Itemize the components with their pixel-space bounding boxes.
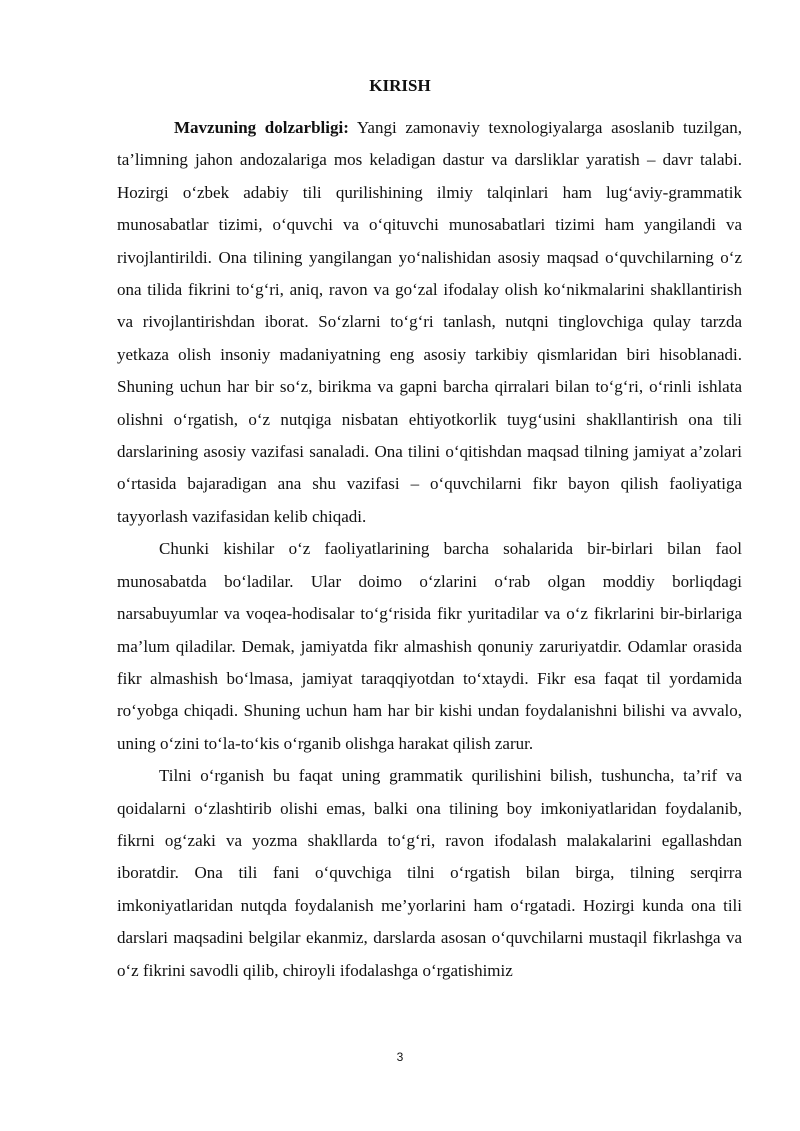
paragraph-lead: Mavzuning dolzarbligi:	[174, 118, 349, 137]
paragraph-3: Tilni o‘rganish bu faqat uning grammatik qurilishini bilish, tushuncha, ta’rif va qoidalarni o‘zlashtirib olishi emas, balki ona tilining boy imkoniyatlaridan foydalanib, fikrni og‘zaki va yozma shakllarda to‘g‘ri, ravon ifodalash malakalarini egallashdan iboratdir. Ona tili fani o‘quvchiga tilni o‘rgatish bilan birga, tilning serqirra imkoniyatlaridan nutqda foydalanish me’yorlarini ham o‘rgatadi. Hozirgi kunda ona tili darslari maqsadini belgilar ekanmiz, darslarda asosan o‘quvchilarni mustaqil fikrlashga va o‘z fikrini savodli qilib, chiroyli ifodalashga o‘rgatishimiz	[117, 766, 742, 980]
paragraph-1-text: Yangi zamonaviy texnologiyalarga asoslanib tuzilgan, ta’limning jahon andozalariga mos keladigan dastur va darsliklar yaratish – davr talabi. Hozirgi o‘zbek adabiy tili qurilishining ilmiy talqinlari ham lug‘aviy-grammatik munosabatlar tizimi, o‘quvchi va o‘qituvchi munosabatlari tizimi ham yangilandi va rivojlantirildi. Ona tilining yangilangan yo‘nalishidan asosiy maqsad o‘quvchilarning o‘z ona tilida fikrini to‘g‘ri, aniq, ravon va go‘zal ifodalay olish ko‘nikmalarini shakllantirish va rivojlantirishdan iborat. So‘zlarni to‘g‘ri tanlash, nutqni tinglovchiga qulay tarzda yetkaza olish insoniy madaniyatning eng asosiy tarkibiy qismlaridan biri hisoblanadi. Shuning uchun har bir so‘z, birikma va gapni barcha qirralari bilan to‘g‘ri, o‘rinli ishlata olishni o‘rgatish, o‘z nutqiga nisbatan ehtiyotkorlik tuyg‘usini shakllantirish ona tili darslarining asosiy vazifasi sanaladi. Ona tilini o‘qitishdan maqsad tilning jamiyat a’zolari o‘rtasida bajaradigan ana shu vazifasi – o‘quvchilarni fikr bayon qilish faoliyatiga tayyorlash vazifasidan kelib chiqadi.	[117, 118, 742, 526]
page-title: KIRISH	[369, 76, 431, 95]
body-text	[117, 112, 742, 987]
page-number: 3	[396, 1050, 404, 1064]
paragraph-2: Chunki kishilar o‘z faoliyatlarining barcha sohalarida bir-birlari bilan faol munosabatda bo‘ladilar. Ular doimo o‘zlarini o‘rab olgan moddiy borliqdagi narsabuyumlar va voqea-hodisalar to‘g‘risida fikr yuritadilar va o‘z fikrlarini bir-birlariga ma’lum qiladilar. Demak, jamiyatda fikr almashish qonuniy zaruriyatdir. Odamlar orasida fikr almashish bo‘lmasa, jamiyat taraqqiyotdan to‘xtaydi. Fikr esa faqat til yordamida ro‘yobga chiqadi. Shuning uchun ham har bir kishi undan foydalanishni bilishi va avvalo, uning o‘zini to‘la-to‘kis o‘rganib olishga harakat qilish zarur.	[117, 539, 742, 753]
paragraph-1	[117, 112, 742, 533]
